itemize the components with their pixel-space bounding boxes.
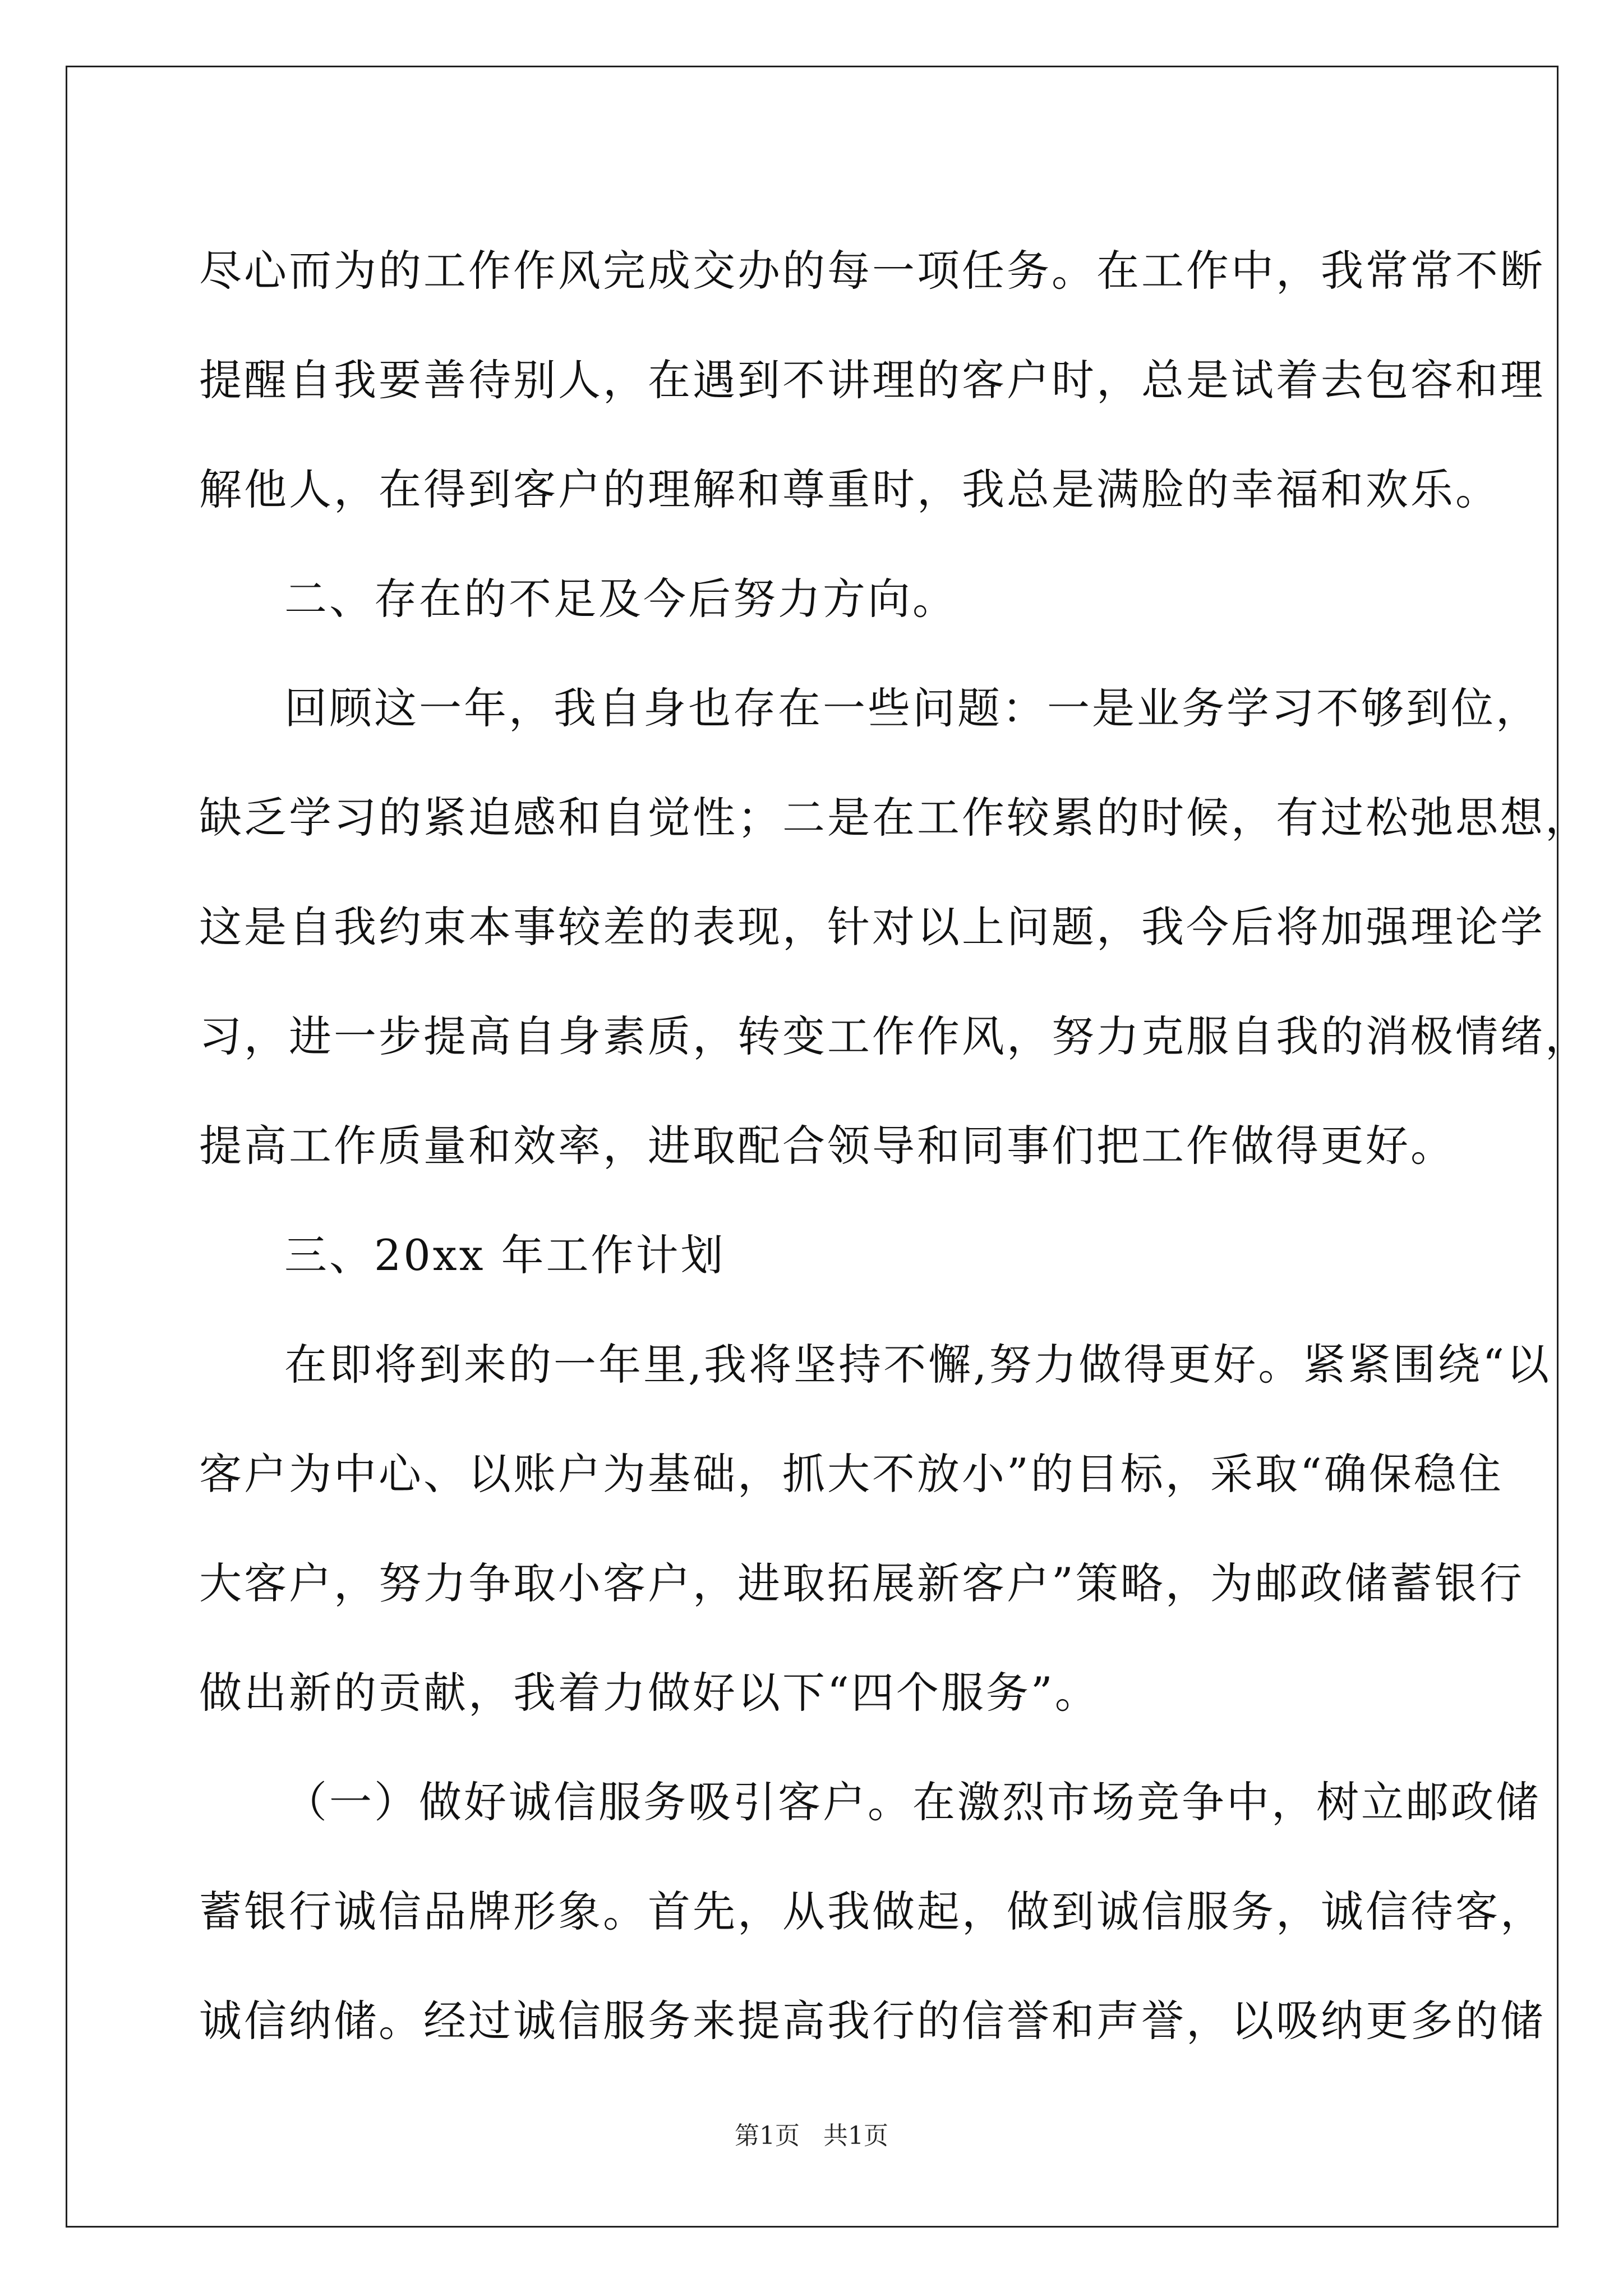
section-heading: 二、存在的不足及今后努力方向。 — [284, 574, 957, 624]
page-footer: 第1页 共1页 — [735, 2122, 888, 2150]
text-line: （一）做好诚信服务吸引客户。在激烈市场竞争中，树立邮政储 — [284, 1777, 1541, 1827]
text-line: 这是自我约束本事较差的表现，针对以上问题，我今后将加强理论学 — [199, 902, 1545, 952]
text-line: 缺乏学习的紧迫感和自觉性；二是在工作较累的时候，有过松弛思想， — [199, 793, 1590, 843]
text-line: 回顾这一年，我自身也存在一些问题：一是业务学习不够到位， — [284, 683, 1541, 733]
text-line: 解他人，在得到客户的理解和尊重时，我总是满脸的幸福和欢乐。 — [199, 464, 1500, 514]
text-line: 大客户，努力争取小客户，进取拓展新客户”策略，为邮政储蓄银行 — [199, 1558, 1524, 1608]
text-line: 在即将到来的一年里,我将坚持不懈,努力做得更好。紧紧围绕“以 — [284, 1340, 1552, 1389]
text-line: 做出新的贡献，我着力做好以下“四个服务”。 — [199, 1668, 1100, 1718]
text-line: 习，进一步提高自身素质，转变工作作风，努力克服自我的消极情绪， — [199, 1011, 1590, 1061]
text-line: 蓄银行诚信品牌形象。首先，从我做起，做到诚信服务，诚信待客， — [199, 1887, 1545, 1936]
document-body — [199, 216, 1590, 2076]
text-line: 提醒自我要善待别人，在遇到不讲理的客户时，总是试着去包容和理 — [199, 355, 1545, 405]
text-line: 客户为中心、以账户为基础，抓大不放小”的目标，采取“确保稳住 — [199, 1449, 1504, 1499]
text-line: 尽心而为的工作作风完成交办的每一项任务。在工作中，我常常不断 — [199, 246, 1545, 296]
section-heading: 三、20xx 年工作计划 — [284, 1230, 726, 1280]
text-line: 诚信纳储。经过诚信服务来提高我行的信誉和声誉，以吸纳更多的储 — [199, 1996, 1545, 2046]
text-line: 提高工作质量和效率，进取配合领导和同事们把工作做得更好。 — [199, 1121, 1455, 1171]
